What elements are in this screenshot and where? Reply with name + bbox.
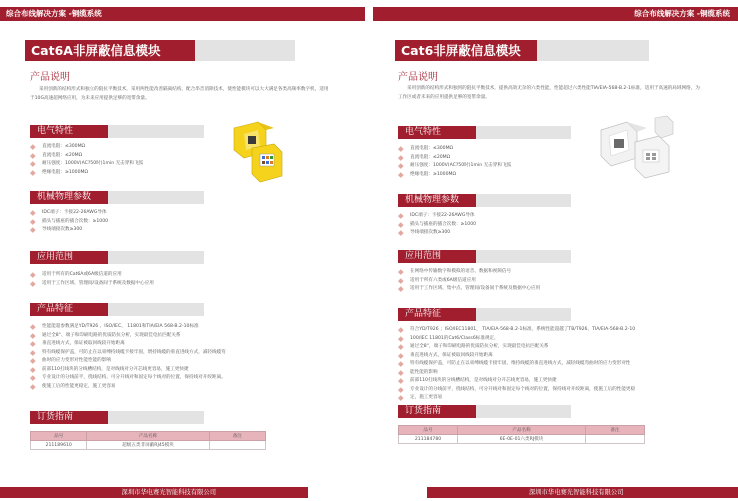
yellow-module-image <box>222 118 300 186</box>
table-cell: 6E-0E-01六类RJ模块 <box>458 435 586 444</box>
list-item: 特有线缆保护盖，可防止在以束缚持线缆卡接牢固，增持线缆的垂直进线方式，减轻线缆弯 <box>30 349 226 358</box>
right-page <box>369 0 738 501</box>
list-item: 适用于所有六类或6A级信道应用 <box>398 277 540 286</box>
application-list <box>30 271 154 288</box>
application-heading: 应用范围 <box>398 250 476 263</box>
header-bar: 综合布线解决方案 -铜缆系统 <box>373 7 738 21</box>
section-gray-bar <box>476 250 571 263</box>
list-item: 专业设计的分线前平，绕线结构，可分开线对和固定每个线对的位置，保持线对开绞距离。 <box>30 374 226 383</box>
description-text: 采用创新的结构形式和独立的阻抗平衡技术，采用两性能改善隔离结构，配合串音消除技术，使性能模块可以大大满足各类高频率数字机，适用于10G高速超网络应用，为未来应用提供足够的宽带余量。 <box>30 87 329 101</box>
list-item: 前部110打线块的分线槽结构，是对线线对分开芯线更容易，施工更快捷 <box>398 377 635 386</box>
product-title: Cat6非屏蔽信息模块 <box>395 40 537 61</box>
electrical-heading: 电气特性 <box>30 125 108 138</box>
list-item: 适用于工作区域、管理间/设备间于系统及数据中心应用 <box>30 280 154 289</box>
list-item: 前部110打线块的分线槽结构，是对线线对分开芯线更容易，施工更快捷 <box>30 366 226 375</box>
list-item: 直流电阻：≤20MΩ <box>398 154 511 163</box>
list-item: 100/IEC 11801的Cat6/Class6标准规定， <box>398 335 635 344</box>
table-cell <box>209 441 265 450</box>
list-item: 定，施工更容易 <box>398 394 635 403</box>
column-header: 备注 <box>209 432 265 441</box>
list-item: 导线端接次数≥300 <box>30 226 108 235</box>
table-cell <box>585 435 644 444</box>
table-cell: 超级五类非屏蔽RJ45模块 <box>87 441 209 450</box>
description-heading: 产品说明 <box>398 72 438 83</box>
mechanical-heading: 机械物理参数 <box>398 194 476 207</box>
list-item: 专业设计的分线前平，绕线结构，可分开线对和固定每个线对的位置，保持线对开绞距离，使施工后的性能更稳 <box>398 386 635 395</box>
footer-bar: 深圳市华电赛光智能科技有限公司 <box>427 487 738 498</box>
table-cell: 211189610 <box>31 441 87 450</box>
list-item: 插头与插座的插合次数：≥1000 <box>30 218 108 227</box>
section-gray-bar <box>476 126 571 139</box>
list-item: 垂直进线方式，保证被取回线较开始距离 <box>30 340 226 349</box>
list-item: 使施工后的性能更稳定，施工更容易 <box>30 383 226 392</box>
list-item: 直流电阻：≤300MΩ <box>398 145 511 154</box>
ordering-table <box>30 431 266 450</box>
list-item: 耐压强度：1000V(AC?50时)1min 无击穿和飞弧 <box>398 162 511 171</box>
list-item: IDC端子：卡接22-26AWG导体 <box>398 212 476 221</box>
header-bar: 综合布线解决方案 -铜缆系统 <box>0 7 365 21</box>
section-gray-bar <box>476 194 571 207</box>
list-item: 导线端接次数≥300 <box>398 229 476 238</box>
features-list <box>30 323 226 391</box>
list-item: 垂直进线方式，保证被取回线较开始距离 <box>398 352 635 361</box>
features-heading: 产品特征 <box>398 308 476 321</box>
table-header-row <box>399 426 645 435</box>
column-header: 品号 <box>399 426 458 435</box>
column-header: 备注 <box>585 426 644 435</box>
ordering-heading: 订货指南 <box>30 411 108 424</box>
description-text: 采用创新的结构形式和独到的阻抗平衡技术，提供高效无杂的六类性能，性能超过六类性能TIA/EIA-568-B.2-1标准，适用于高速的局域网络，为工作区或者未来的应用提供足够的宽带余量。 <box>398 86 700 100</box>
column-header: 产品名称 <box>87 432 209 441</box>
application-list <box>398 268 540 294</box>
list-item: 能性能的影响 <box>398 369 635 378</box>
title-gray-bar <box>537 40 649 61</box>
section-gray-bar <box>108 191 204 204</box>
description-heading: 产品说明 <box>30 72 70 83</box>
features-heading: 产品特征 <box>30 303 108 316</box>
electrical-list <box>30 143 143 177</box>
electrical-list <box>398 145 511 179</box>
list-item: 适用于所有的Cat6A或6A级信道的应用 <box>30 271 154 280</box>
column-header: 品号 <box>31 432 87 441</box>
list-item: 直流电阻：≤300MΩ <box>30 143 143 152</box>
section-gray-bar <box>476 308 571 321</box>
list-item: 直流电阻：≤20MΩ <box>30 152 143 161</box>
features-list <box>398 326 635 403</box>
list-item: 通过全8°，端子和印刷电路的优质防抗分析，实现最佳电抗匹配关系 <box>398 343 635 352</box>
list-item: 性能能超参数满足YD/T926 、ISO/IEC、 11801和TIA/EIA 568-B.2-10标准 <box>30 323 226 332</box>
table-row <box>399 435 645 444</box>
ordering-table <box>398 425 645 444</box>
table-header-row <box>31 432 266 441</box>
list-item: 在网络中传输数字和模拟的语音、数据和视频信号 <box>398 268 540 277</box>
column-header: 产品名称 <box>458 426 586 435</box>
electrical-heading: 电气特性 <box>398 126 476 139</box>
footer-bar: 深圳市华电赛光智能科技有限公司 <box>0 487 308 498</box>
list-item: 曲时的应力变形对性能性能的影响 <box>30 357 226 366</box>
list-item: 绝缘电阻：≥1000MΩ <box>398 171 511 180</box>
table-cell: 211184780 <box>399 435 458 444</box>
list-item: 特有线缆保护盖，可防止在以束缚线缆卡接牢固，维持线缆的垂直进线方式，减轻线缆弯曲时的应力变形对性 <box>398 360 635 369</box>
list-item: 插头与插座的插合次数：≥1000 <box>398 221 476 230</box>
white-module-image <box>593 112 677 184</box>
ordering-heading: 订货指南 <box>398 405 476 418</box>
product-title: Cat6A非屏蔽信息模块 <box>25 40 195 61</box>
list-item: 耐压强度：1000V(AC?50时)1min 无击穿和飞弧 <box>30 160 143 169</box>
section-gray-bar <box>108 125 204 138</box>
mechanical-list <box>398 212 476 238</box>
application-heading: 应用范围 <box>30 251 108 264</box>
table-row <box>31 441 266 450</box>
list-item: IDC端子：卡接22-26AWG导体 <box>30 209 108 218</box>
mechanical-heading: 机械物理参数 <box>30 191 108 204</box>
list-item: 符合YD/T926 ；ISO/IEC11801， TIA/EIA-568-B.2-1标准，系统性能超越了TB/T926、TIA/EIA-568-B.2-10 <box>398 326 635 335</box>
section-gray-bar <box>108 251 204 264</box>
title-gray-bar <box>195 40 295 61</box>
list-item: 通过全8°、端子和印刷电路的优质防抗分析，实现最佳电抗匹配关系 <box>30 332 226 341</box>
section-gray-bar <box>108 303 204 316</box>
section-gray-bar <box>476 405 571 418</box>
section-gray-bar <box>108 411 204 424</box>
list-item: 绝缘电阻：≥1000MΩ <box>30 169 143 178</box>
mechanical-list <box>30 209 108 235</box>
list-item: 适用于工作区域、集中点、管理间/设备间于系统及数据中心应用 <box>398 285 540 294</box>
